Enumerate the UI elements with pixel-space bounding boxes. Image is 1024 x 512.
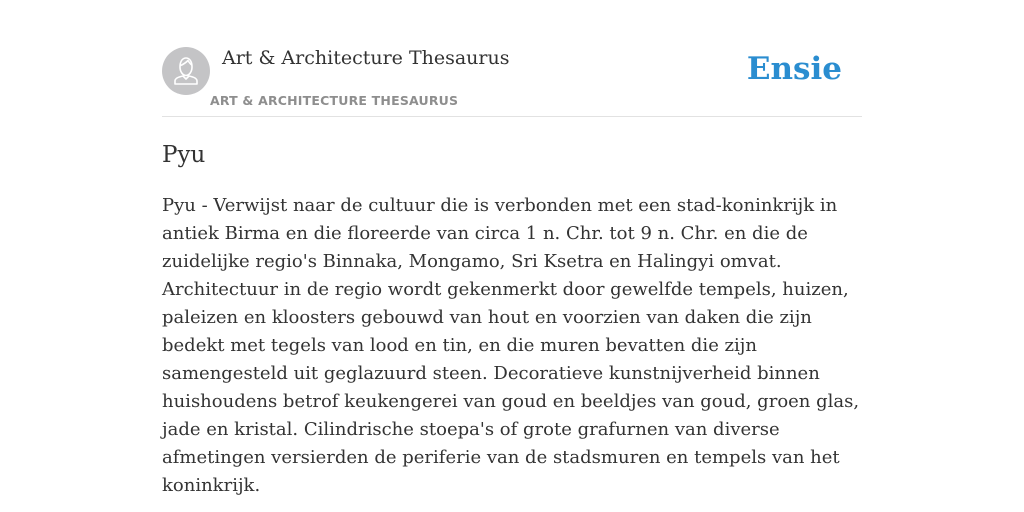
category-label[interactable]: ART & ARCHITECTURE THESAURUS: [210, 93, 459, 108]
card-header: [162, 0, 862, 117]
avatar[interactable]: [162, 47, 210, 95]
definition-card: [162, 0, 862, 512]
article-body: Pyu - Verwijst naar de cultuur die is verbonden met een stad-koninkrijk in antiek Birma en die floreerde van circa 1 n. Chr. tot 9 n. Chr. en die de zuidelijke regio's Binnaka, Mongamo, Sri Ksetra en Halingyi omvat. Architectuur in de regio wordt gekenmerkt door gewelfde tempels, huizen, paleizen en kloosters gebouwd van hout en voorzien van daken die zijn bedekt met tegels van lood en tin, en die muren bevatten die zijn samengesteld uit geglazuurd steen. Decoratieve kunstnijverheid binnen huishoudens betrof keukengerei van goud en beeldjes van goud, groen glas, jade en kristal. Cilindrische stoepa's of grote grafurnen van diverse afmetingen versierden de periferie van de stadsmuren en tempels van het koninkrijk.: [162, 195, 860, 496]
brand-logo[interactable]: Ensie: [746, 51, 842, 87]
user-icon: [162, 47, 210, 95]
author-name[interactable]: Art & Architecture Thesaurus: [222, 47, 510, 69]
article-title: Pyu: [162, 142, 206, 168]
